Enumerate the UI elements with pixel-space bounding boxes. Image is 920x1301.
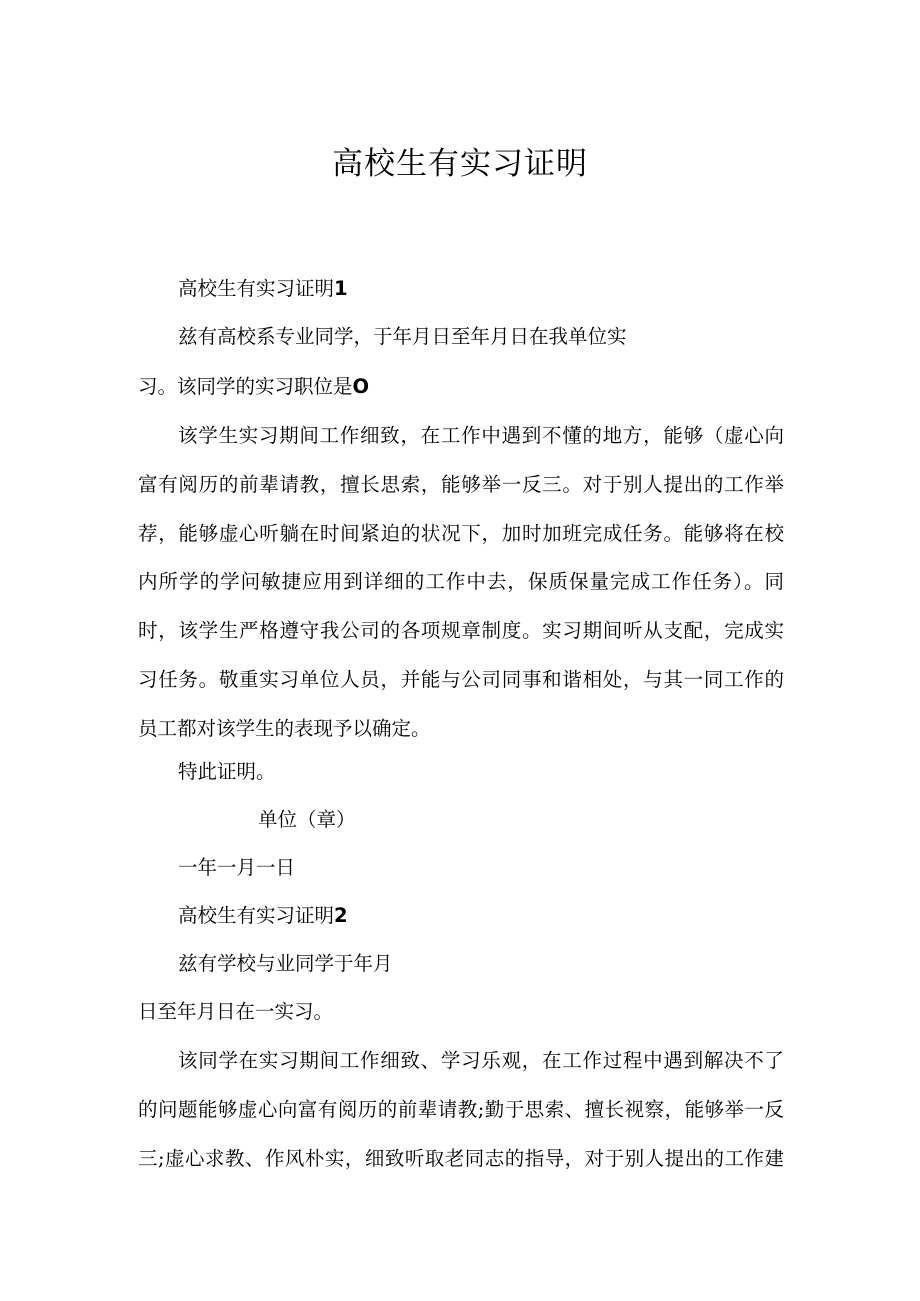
section1-intro-line2-text: 习。该同学的实习职位是 (138, 375, 353, 398)
section1-heading-text: 高校生有实习证明 (178, 277, 335, 300)
section2-heading-number: 2 (334, 904, 348, 927)
section2-para-row: 该同学在实习期间工作细致、学习乐观，在工作过程中遇到解决不了 (178, 1049, 784, 1072)
section1-para-row: 该学生实习期间工作细致，在工作中遇到不懂的地方，能够（虚心向 (178, 424, 784, 447)
section1-intro-line2-tail: O (352, 375, 370, 398)
section1-closing: 特此证明。 (178, 760, 276, 783)
section1-date-line: 一年一月一日 (178, 856, 296, 879)
section2-heading (178, 901, 348, 931)
section1-heading-number: 1 (334, 277, 348, 300)
section1-para-row: 荐，能够虚心听躺在时间紧迫的状况下，加时加班完成任务。能够将在校 (138, 521, 784, 545)
section2-para-row: 的问题能够虚心向富有阅历的前辈请教;勤于思索、擅长视察，能够举一反 (138, 1097, 784, 1121)
section1-intro-line2 (138, 372, 369, 402)
section1-para-row: 内所学的学问敏捷应用到详细的工作中去，保质保量完成工作任务）。同 (138, 570, 784, 594)
section1-para-row: 员工都对该学生的表现予以确定。 (138, 716, 431, 740)
section1-intro-line1: 兹有高校系专业同学，于年月日至年月日在我单位实 (178, 325, 627, 348)
section1-para-row: 时，该学生严格遵守我公司的各项规章制度。实习期间听从支配，完成实 (138, 619, 784, 643)
section1-body-paragraph (138, 412, 784, 754)
section2-intro-line1: 兹有学校与业同学于年月 (178, 952, 393, 975)
section1-unit-seal: 单位（章） (258, 808, 356, 831)
section1-para-row: 习任务。敬重实习单位人员，并能与公司同事和谐相处，与其一同工作的 (138, 667, 784, 691)
section1-heading (178, 274, 348, 304)
section1-para-row: 富有阅历的前辈请教，擅长思索，能够举一反三。对于别人提出的工作举 (138, 472, 784, 496)
section2-heading-text: 高校生有实习证明 (178, 904, 335, 927)
section2-intro-line2: 日至年月日在一实习。 (138, 1000, 334, 1023)
section2-para-row: 三;虚心求教、作风朴实，细致听取老同志的指导，对于别人提出的工作建 (138, 1146, 784, 1170)
document-title: 高校生有实习证明 (332, 146, 588, 182)
section2-body-paragraph (138, 1037, 784, 1183)
